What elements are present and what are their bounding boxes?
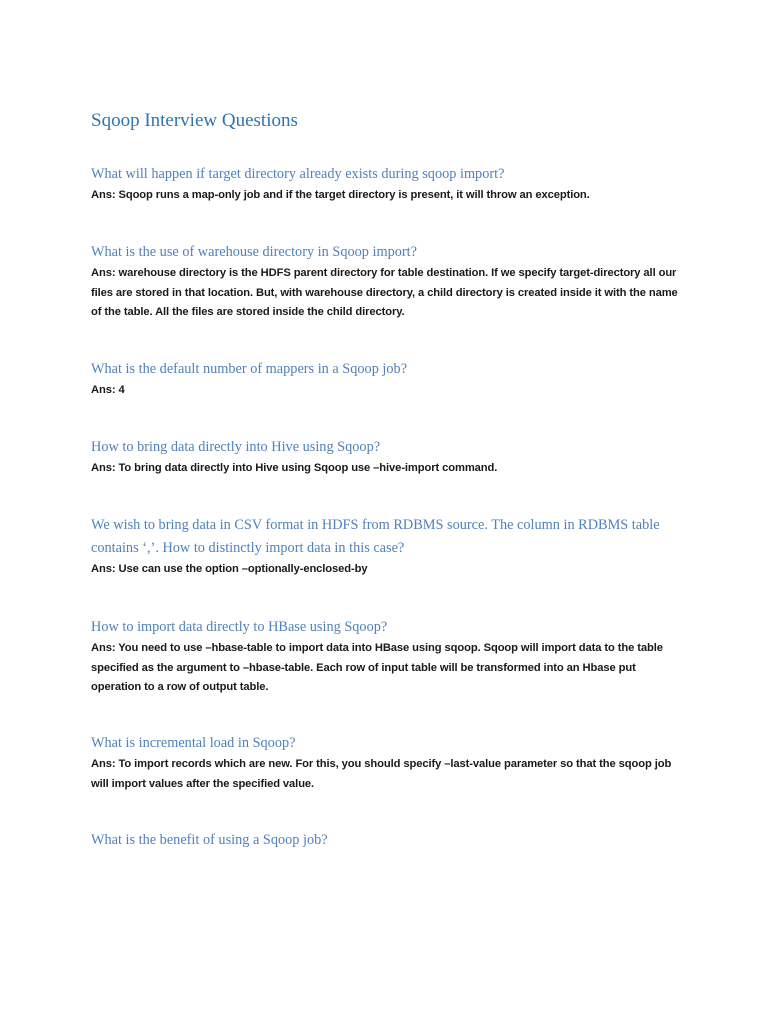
question-text: What will happen if target directory already exists during sqoop import? xyxy=(91,166,505,182)
answer-text: Ans: To bring data directly into Hive using Sqoop use –hive-import command. xyxy=(91,462,498,474)
question-text: What is the default number of mappers in a Sqoop job? xyxy=(91,361,408,377)
qa-item xyxy=(91,163,681,206)
answer-text: Ans: Use can use the option –optionally-enclosed-by xyxy=(91,563,368,575)
answer-text: Ans: To import records which are new. For this, you should specify –last-value parameter so that the sqoop job will import values after the specified value. xyxy=(91,758,672,790)
question-text: What is incremental load in Sqoop? xyxy=(91,735,296,751)
question-text: What is the benefit of using a Sqoop job? xyxy=(91,832,328,848)
document-title: Sqoop Interview Questions xyxy=(91,110,298,131)
qa-item xyxy=(91,514,681,580)
qa-item xyxy=(91,732,681,794)
qa-item xyxy=(91,241,681,323)
question-text: How to import data directly to HBase using Sqoop? xyxy=(91,619,388,635)
answer-text: Ans: 4 xyxy=(91,384,125,396)
qa-item xyxy=(91,616,681,698)
question-text: We wish to bring data in CSV format in HDFS from RDBMS source. The column in RDBMS table contains ‘,’. How to distinctly import data in this case? xyxy=(91,517,660,556)
answer-text: Ans: You need to use –hbase-table to import data into HBase using sqoop. Sqoop will import data to the table specified as the argument to –hbase-table. Each row of input table will be transformed into an Hbase put operation to a row of output table. xyxy=(91,642,663,693)
question-text: How to bring data directly into Hive using Sqoop? xyxy=(91,439,381,455)
answer-text: Ans: warehouse directory is the HDFS parent directory for table destination. If we specify target-directory all our files are stored in that location. But, with warehouse directory, a child directory is created inside it with the name of the table. All the files are stored inside the child directory. xyxy=(91,267,678,318)
qa-item xyxy=(91,829,681,852)
qa-item xyxy=(91,436,681,479)
answer-text: Ans: Sqoop runs a map-only job and if the target directory is present, it will throw an exception. xyxy=(91,189,590,201)
question-text: What is the use of warehouse directory in Sqoop import? xyxy=(91,244,417,260)
qa-item xyxy=(91,358,681,401)
